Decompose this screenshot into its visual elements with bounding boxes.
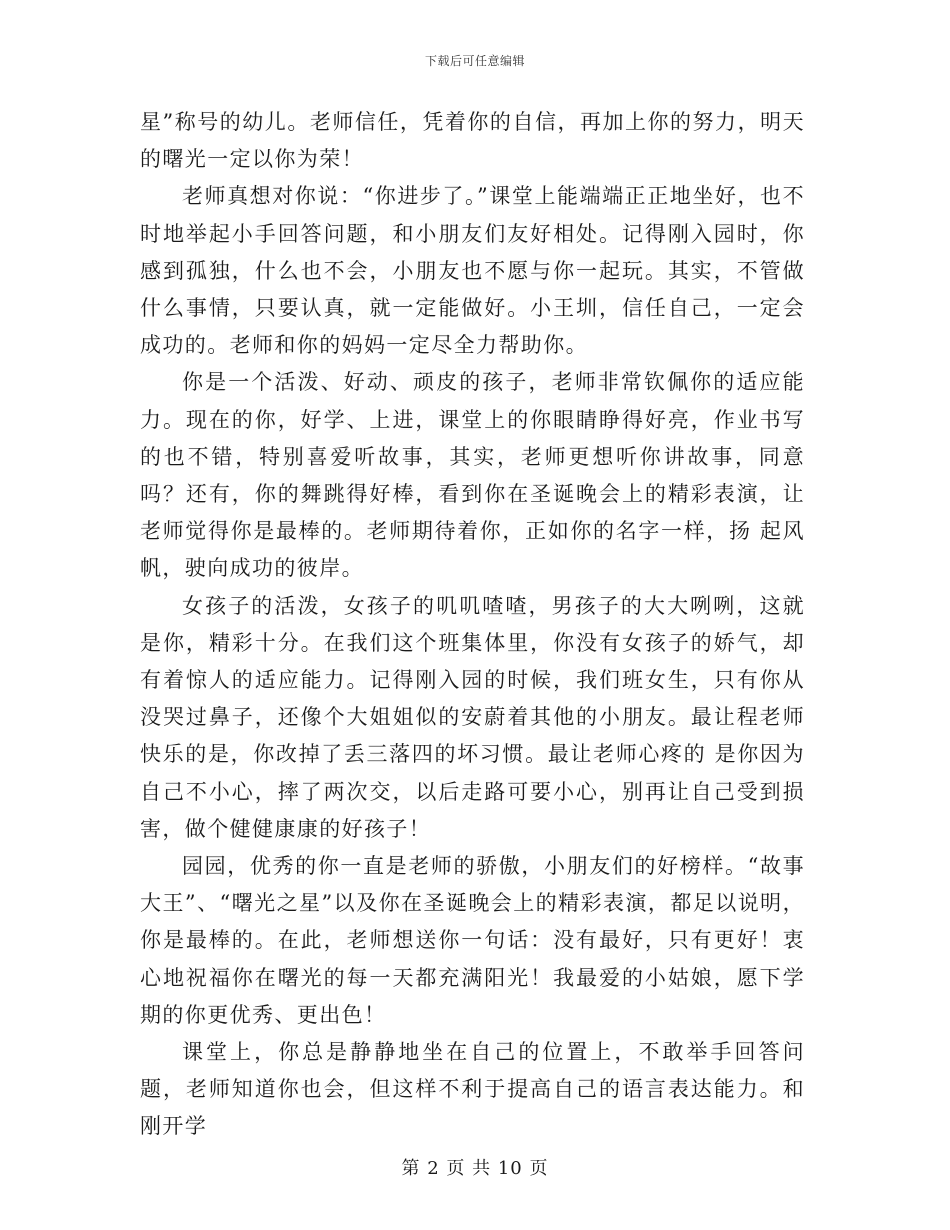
paragraph-5: 园园，优秀的你一直是老师的骄傲，小朋友们的好榜样。“故事大王”、“曙光之星”以及你在圣诞晚会上的精彩表演，都足以说明，你是最棒的。在此，老师想送你一句话：没有最好，只有更好！衷心地祝福你在曙光的每一天都充满阳光！我最爱的小姑娘，愿下学期的你更优秀、更出色！	[140, 854, 805, 1027]
document-body	[140, 104, 805, 1146]
page-header: 下载后可任意编辑	[424, 54, 525, 68]
paragraph-2: 老师真想对你说：“你进步了。”课堂上能端端正正地坐好，也不时地举起小手回答问题，和小朋友们友好相处。记得刚入园时，你感到孤独，什么也不会，小朋友也不愿与你一起玩。其实，不管做什么事情，只要认真，就一定能做好。小王圳，信任自己，一定会成功的。老师和你的妈妈一定尽全力帮助你。	[140, 184, 805, 358]
paragraph-3: 你是一个活泼、好动、顽皮的孩子，老师非常钦佩你的适应能力。现在的你，好学、上进，课堂上的你眼睛睁得好亮，作业书写的也不错，特别喜爱听故事，其实，老师更想听你讲故事，同意吗？还有，你的舞跳得好棒，看到你在圣诞晚会上的精彩表演，让老师觉得你是最棒的。老师期待着你，正如你的名字一样，扬 起风帆，驶向成功的彼岸。	[140, 370, 805, 581]
paragraph-1: 星”称号的幼儿。老师信任，凭着你的自信，再加上你的努力，明天的曙光一定以你为荣！	[140, 110, 805, 172]
paragraph-4: 女孩子的活泼，女孩子的叽叽喳喳，男孩子的大大咧咧，这就是你，精彩十分。在我们这个班集体里，你没有女孩子的娇气，却有着惊人的适应能力。记得刚入园的时候，我们班女生，只有你从没哭过鼻子，还像个大姐姐似的安蔚着其他的小朋友。最让程老师快乐的是，你改掉了丢三落四的坏习惯。最让老师心疼的 是你因为自己不小心，摔了两次交，以后走路可要小心，别再让自己受到损害，做个健健康康的好孩子！	[140, 593, 805, 841]
paragraph-6: 课堂上，你总是静静地坐在自己的位置上，不敢举手回答问题，老师知道你也会，但这样不利于提高自己的语言表达能力。和刚开学	[140, 1040, 805, 1139]
page-number: 第 2 页 共 10 页	[401, 1158, 549, 1179]
